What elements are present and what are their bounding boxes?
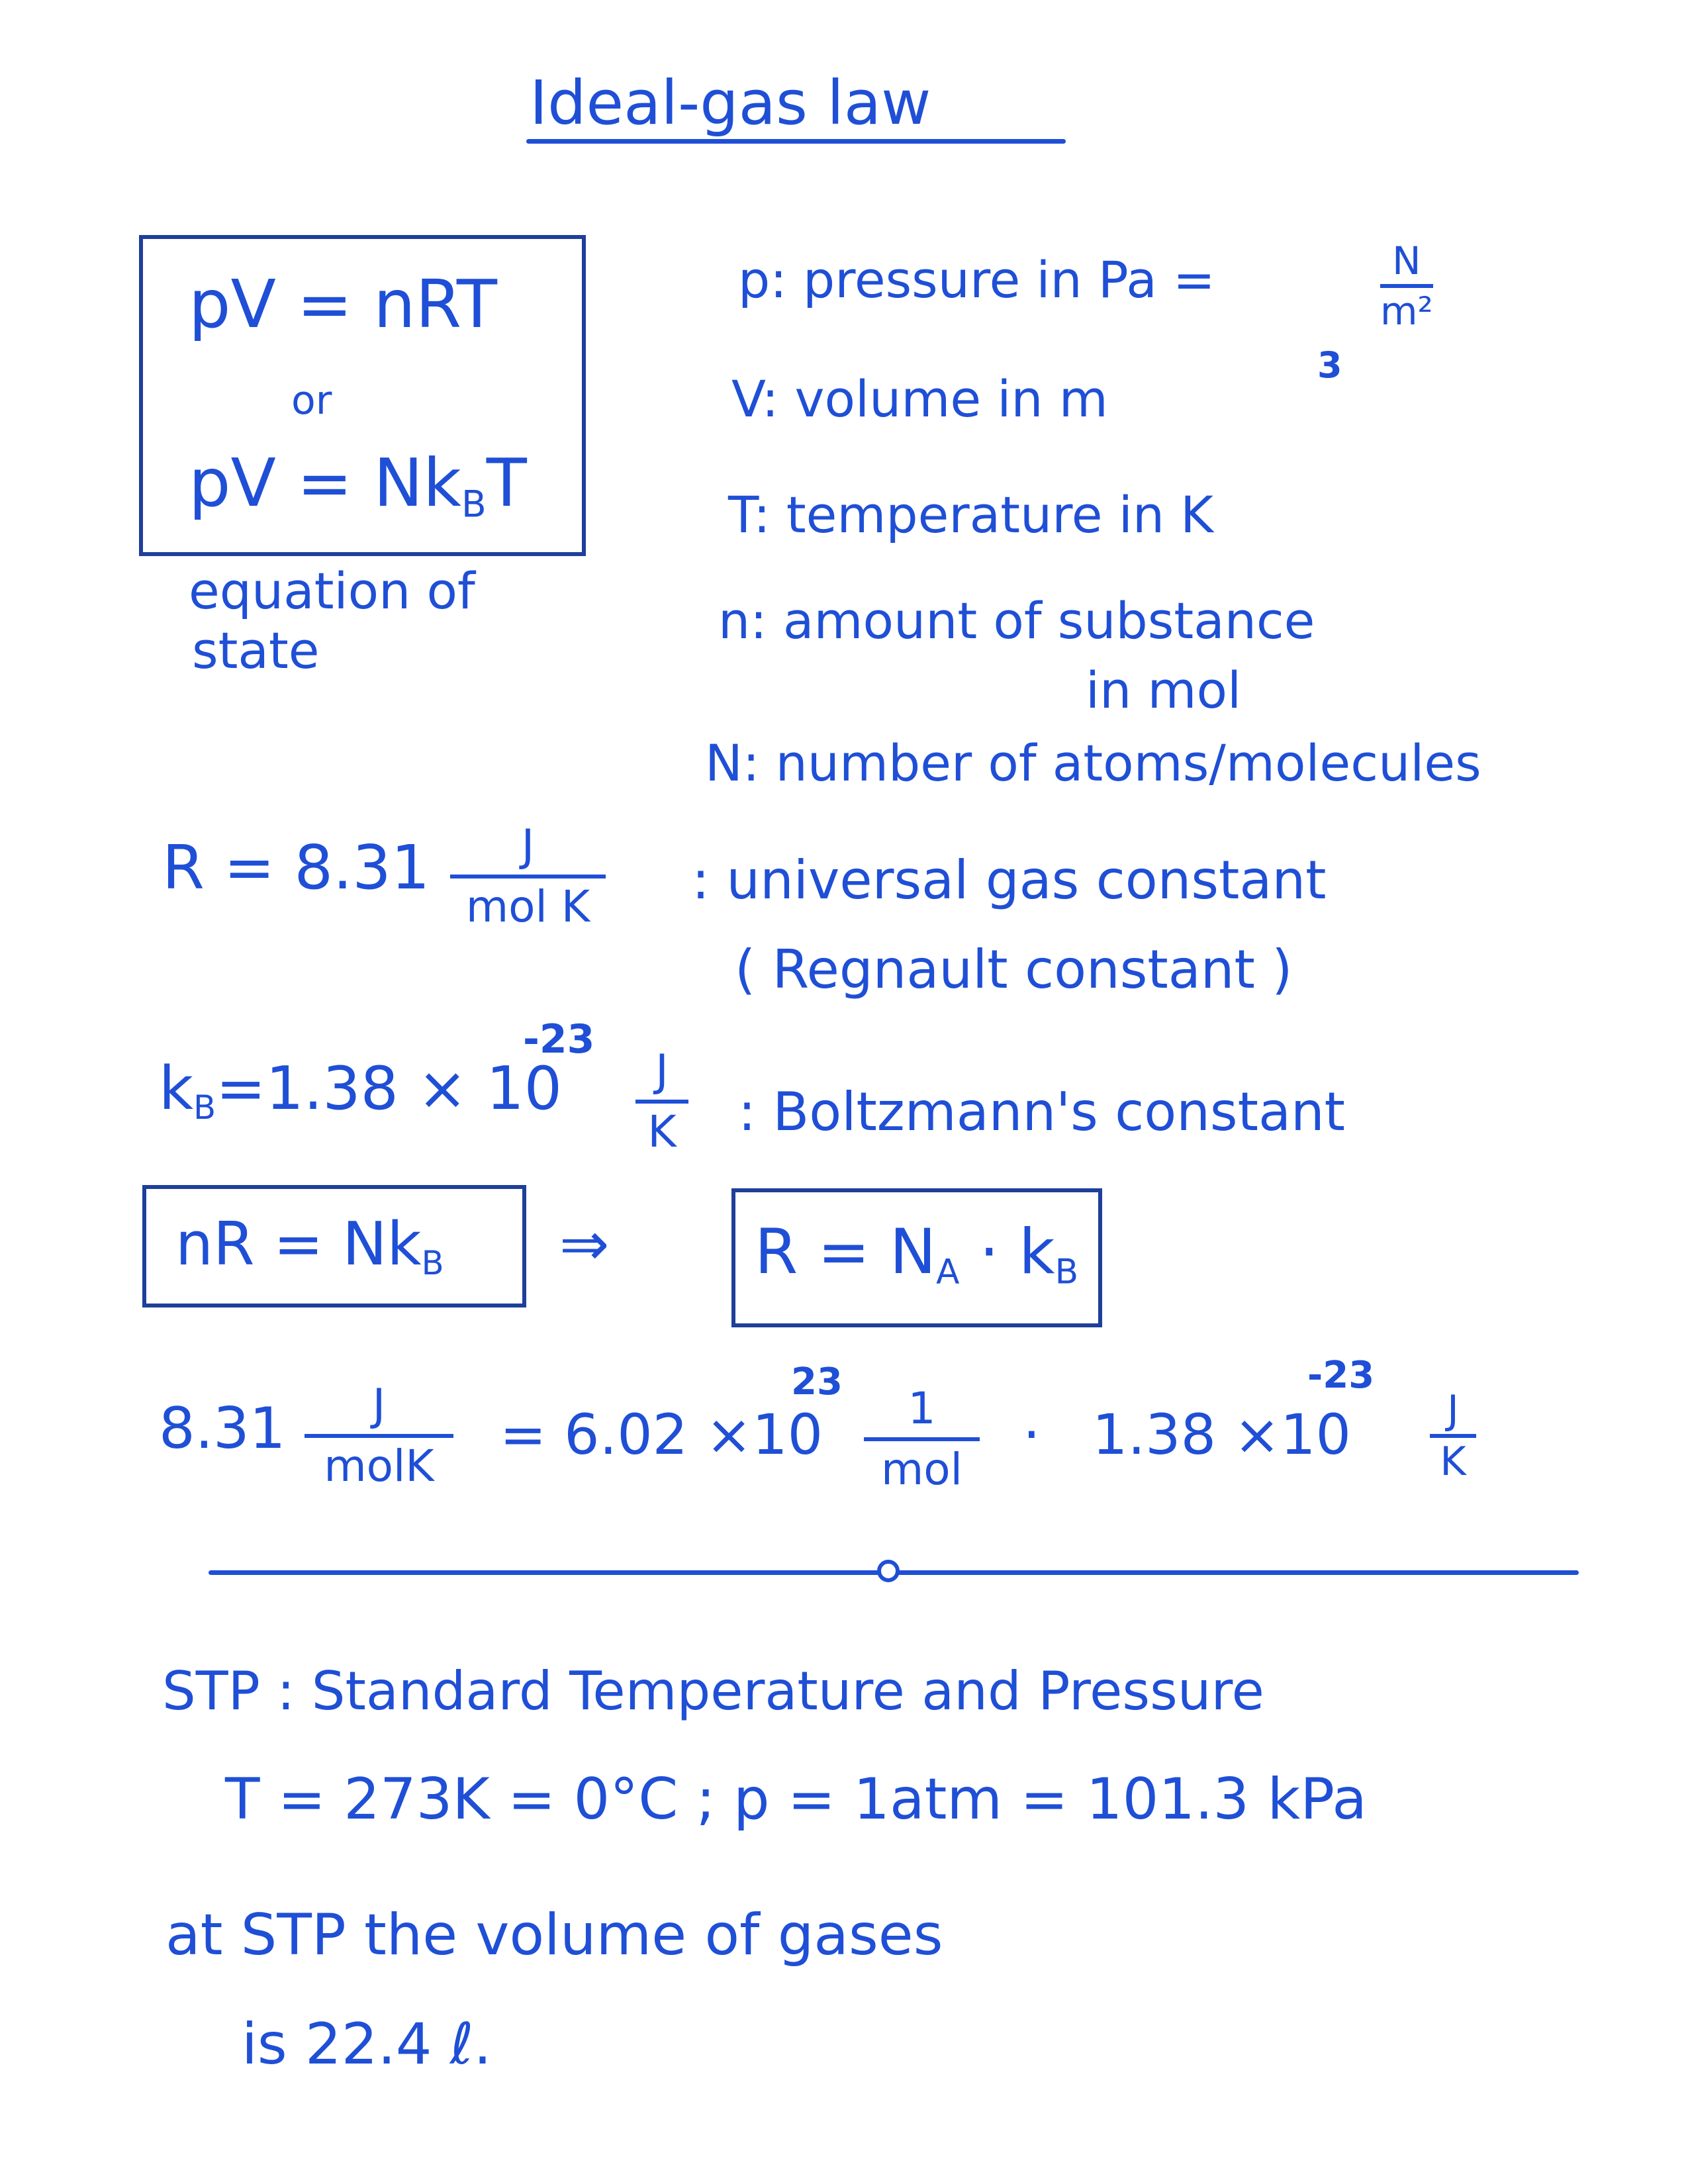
boltzmann-symbol-sub: B — [193, 1088, 216, 1127]
equation-pv-nkt — [189, 444, 527, 526]
equation-pv-nkt-end: T — [486, 444, 527, 522]
boltzmann-symbol: k — [159, 1054, 194, 1123]
pa-unit-numerator: N — [1392, 238, 1421, 283]
title-underline — [526, 139, 1066, 144]
check-boltzmann-unit — [1430, 1387, 1476, 1485]
check-avogadro-unit — [864, 1383, 980, 1495]
variable-v: V: volume in m — [731, 369, 1108, 428]
boltzmann-number: =1.38 × 10 — [216, 1054, 563, 1123]
page-title: Ideal-gas law — [530, 68, 931, 138]
relation-r-na-kb — [755, 1216, 1079, 1292]
check-lhs-unit — [305, 1380, 453, 1492]
boltzmann-unit-bar — [635, 1100, 688, 1104]
gas-constant-unit-bar — [450, 875, 606, 878]
pa-unit-denominator: m² — [1380, 289, 1433, 334]
check-avogadro-unit-bar — [864, 1437, 980, 1441]
check-avogadro-exponent: 23 — [791, 1360, 843, 1403]
variable-n-unit: in mol — [1086, 661, 1242, 720]
equation-caption-line2: state — [192, 621, 320, 680]
relation-nr-nkb-main: nR = Nk — [175, 1210, 422, 1279]
check-avogadro-value: = 6.02 ×10 — [500, 1402, 823, 1467]
boltzmann-unit-numerator: J — [655, 1045, 669, 1096]
gas-constant-alt-name: ( Regnault constant ) — [735, 939, 1293, 1000]
boltzmann-unit — [635, 1045, 688, 1157]
check-lhs-unit-bar — [305, 1434, 453, 1438]
check-avogadro-unit-denominator: mol — [880, 1444, 962, 1495]
relation-r-na-sub: A — [936, 1252, 960, 1292]
variable-v-exponent: 3 — [1317, 344, 1342, 386]
variable-n: n: amount of substance — [718, 591, 1315, 650]
relation-nr-nkb-sub: B — [421, 1243, 444, 1282]
equation-caption-line1: equation of — [189, 561, 475, 620]
check-boltzmann-unit-numerator: J — [1447, 1387, 1459, 1433]
divider-dot — [877, 1560, 900, 1582]
check-avogadro-unit-numerator: 1 — [908, 1383, 936, 1434]
boltzmann-description: : Boltzmann's constant — [738, 1081, 1346, 1143]
boltzmann-exponent: -23 — [523, 1016, 595, 1063]
stp-volume-line1: at STP the volume of gases — [165, 1902, 943, 1968]
stp-volume-line2: is 22.4 ℓ. — [242, 2011, 492, 2077]
check-boltzmann-exponent: -23 — [1307, 1354, 1375, 1397]
boltzmann-unit-denominator: K — [647, 1106, 677, 1157]
gas-constant-unit — [450, 820, 606, 932]
equation-pv-nkt-main: pV = Nk — [189, 444, 461, 522]
stp-values: T = 273K = 0°C ; p = 1atm = 101.3 kPa — [225, 1766, 1367, 1832]
relation-r-na: R = N — [755, 1216, 937, 1288]
gas-constant-unit-denominator: mol K — [465, 881, 590, 932]
pa-unit-fraction — [1380, 238, 1433, 334]
boltzmann-value — [159, 1054, 563, 1127]
equation-or: or — [291, 377, 332, 424]
relation-nr-nkb — [175, 1210, 444, 1282]
check-multiply-dot: · — [1023, 1402, 1041, 1467]
check-boltzmann-unit-denominator: K — [1440, 1439, 1466, 1485]
variable-big-n: N: number of atoms/molecules — [705, 734, 1481, 792]
pa-unit-bar — [1380, 284, 1433, 288]
variable-t: T: temperature in K — [728, 485, 1213, 544]
equation-pv-nrt: pV = nRT — [189, 265, 497, 343]
gas-constant-value: R = 8.31 — [162, 832, 430, 903]
stp-heading: STP : Standard Temperature and Pressure — [162, 1660, 1264, 1722]
implies-arrow: ⇒ — [559, 1210, 610, 1279]
gas-constant-description: : universal gas constant — [692, 849, 1327, 911]
gas-constant-unit-numerator: J — [521, 820, 535, 871]
equation-pv-nkt-sub: B — [461, 483, 487, 526]
check-boltzmann-unit-bar — [1430, 1434, 1476, 1438]
relation-r-kb-sub: B — [1055, 1252, 1079, 1292]
variable-p: p: pressure in Pa = — [738, 250, 1215, 309]
relation-r-kb: · k — [959, 1216, 1055, 1288]
check-lhs-value: 8.31 — [159, 1396, 286, 1462]
check-boltzmann-value: 1.38 ×10 — [1092, 1402, 1352, 1467]
check-lhs-unit-denominator: molK — [324, 1441, 434, 1492]
check-lhs-unit-numerator: J — [372, 1380, 386, 1431]
